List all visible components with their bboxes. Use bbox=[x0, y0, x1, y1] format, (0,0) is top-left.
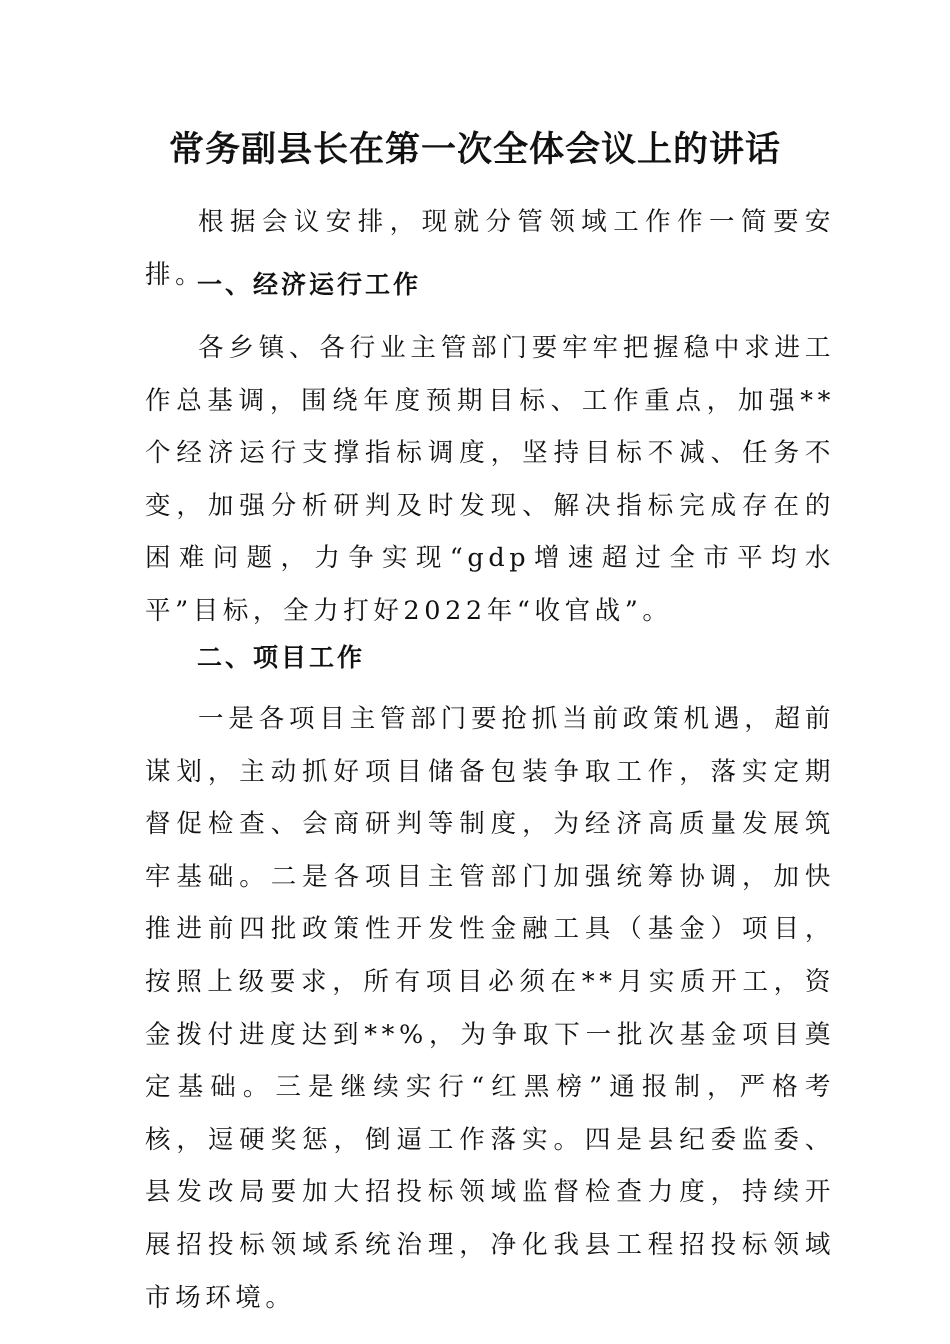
document-title: 常务副县长在第一次全体会议上的讲话 bbox=[168, 129, 781, 170]
section-body-projects: 一是各项目主管部门要抢抓当前政策机遇，超前谋划，主动抓好项目储备包装争取工作，落实定期督促检查、会商研判等制度，为经济高质量发展筑牢基础。二是各项目主管部门加强统筹协调，加快推进前四批政策性开发性金融工具（基金）项目，按照上级要求，所有项目必须在**月实质开工，资金拨付进度达到**%，为争取下一批次基金项目奠定基础。三是继续实行“红黑榜”通报制，严格考核，逗硬奖惩，倒逼工作落实。四是县纪委监委、县发改局要加大招投标领域监督检查力度，持续开展招投标领域系统治理，净化我县工程招投标领域市场环境。 bbox=[145, 704, 835, 1313]
section-heading-economy: 一、经济运行工作 bbox=[197, 270, 422, 299]
section-heading-projects: 二、项目工作 bbox=[197, 643, 366, 672]
intro-paragraph: 根据会议安排，现就分管领域工作作一简要安排。 bbox=[145, 207, 835, 290]
section-body-economy: 各乡镇、各行业主管部门要牢牢把握稳中求进工作总基调，围绕年度预期目标、工作重点，加强**个经济运行支撑指标调度，坚持目标不减、任务不变，加强分析研判及时发现、解决指标完成存在的困难问题，力争实现“gdp增速超过全市平均水平”目标，全力打好2022年“收官战”。 bbox=[145, 333, 835, 626]
